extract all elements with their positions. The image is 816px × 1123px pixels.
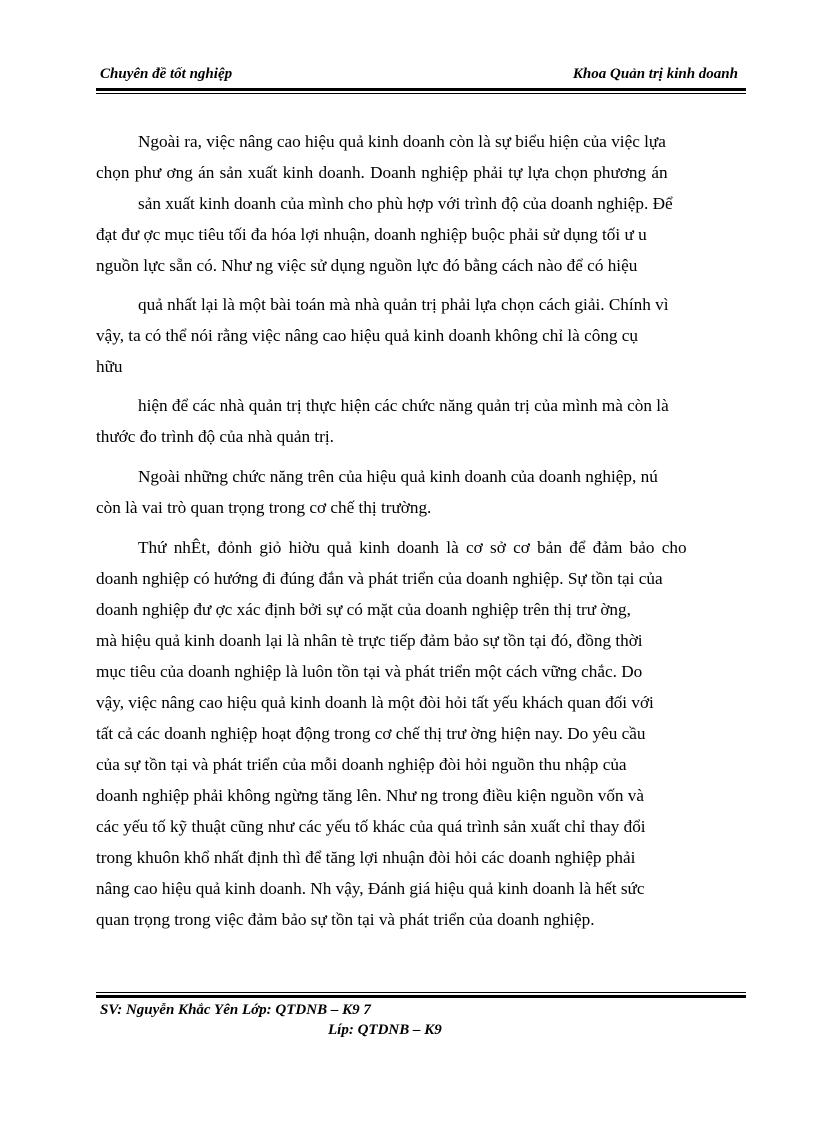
text-line: nguồn lực sẵn có. Như ng việc sử dụng nguồn lực đó bằng cách nào để có hiệu (96, 256, 638, 275)
text-line: hiện để các nhà quản trị thực hiện các chức năng quản trị của mình mà còn là (138, 396, 669, 415)
text-line: trong khuôn khổ nhất định thì để tăng lợi nhuận đòi hỏi các doanh nghiệp phải (96, 848, 636, 867)
text-line: Ngoài những chức năng trên của hiệu quả kinh doanh của doanh nghiệp, nú (138, 467, 658, 486)
text-line: đạt đư ợc mục tiêu tối đa hóa lợi nhuận, doanh nghiệp buộc phải sử dụng tối ư u (96, 225, 647, 244)
text-line: nâng cao hiệu quả kinh doanh. Nh vậy, Đánh giá hiệu quả kinh doanh là hết sức (96, 879, 645, 898)
text-line: vậy, việc nâng cao hiệu quả kinh doanh là một đòi hỏi tất yếu khách quan đối với (96, 693, 654, 712)
text-line: doanh nghiệp đư ợc xác định bởi sự có mặt của doanh nghiệp trên thị trư ờng, (96, 600, 631, 619)
text-line: của sự tồn tại và phát triển của mỗi doanh nghiệp đòi hỏi nguồn thu nhập của (96, 755, 627, 774)
document-body (96, 126, 746, 935)
text-line: quả nhất lại là một bài toán mà nhà quản trị phải lựa chọn cách giải. Chính vì (138, 295, 669, 314)
header-left-title: Chuyên đề tốt nghiệp (100, 66, 233, 82)
text-line: các yếu tố kỹ thuật cũng như các yếu tố khác của quá trình sản xuất chỉ thay đổi (96, 817, 646, 836)
text-line: quan trọng trong việc đảm bảo sự tồn tại và phát triển của doanh nghiệp. (96, 910, 595, 929)
header-right-title: Khoa Quản trị kinh doanh (572, 66, 738, 82)
text-line: chọn phư ơng án sản xuất kinh doanh. Doanh nghiệp phải tự lựa chọn phương án (96, 163, 668, 182)
text-line: hữu (96, 357, 123, 376)
text-line: mà hiệu quả kinh doanh lại là nhân tè trực tiếp đảm bảo sự tồn tại đó, đồng thời (96, 631, 643, 650)
text-line: sản xuất kinh doanh của mình cho phù hợp với trình độ của doanh nghiệp. Để (138, 194, 673, 213)
text-line: vậy, ta có thể nói rằng việc nâng cao hiệu quả kinh doanh không chỉ là công cụ (96, 326, 639, 345)
text-line: mục tiêu của doanh nghiệp là luôn tồn tại và phát triển một cách vững chắc. Do (96, 662, 643, 681)
text-line: doanh nghiệp phải không ngừng tăng lên. Như ng trong điều kiện nguồn vốn và (96, 786, 645, 805)
footer-class-line: Líp: QTDNB – K9 (328, 1022, 442, 1038)
text-line: Ngoài ra, việc nâng cao hiệu quả kinh doanh còn là sự biểu hiện của việc lựa (138, 132, 666, 151)
text-line: tất cả các doanh nghiệp hoạt động trong cơ chế thị trư ờng hiện nay. Do yêu cầu (96, 724, 646, 743)
header-rule (96, 88, 746, 94)
text-line: doanh nghiệp có hướng đi đúng đắn và phát triển của doanh nghiệp. Sự tồn tại của (96, 569, 663, 588)
text-line: thước đo trình độ của nhà quản trị. (96, 427, 334, 446)
page-header (96, 62, 746, 86)
text-line: còn là vai trò quan trọng trong cơ chế thị trường. (96, 498, 432, 517)
footer-rule (96, 992, 746, 998)
text-line: Thứ nhÊt, đỏnh giỏ hiờu quả kinh doanh là cơ sở cơ bản để đảm bảo cho (138, 538, 687, 557)
footer-student-line: SV: Nguyễn Khắc Yên Lớp: QTDNB – K9 7 (100, 1002, 371, 1018)
